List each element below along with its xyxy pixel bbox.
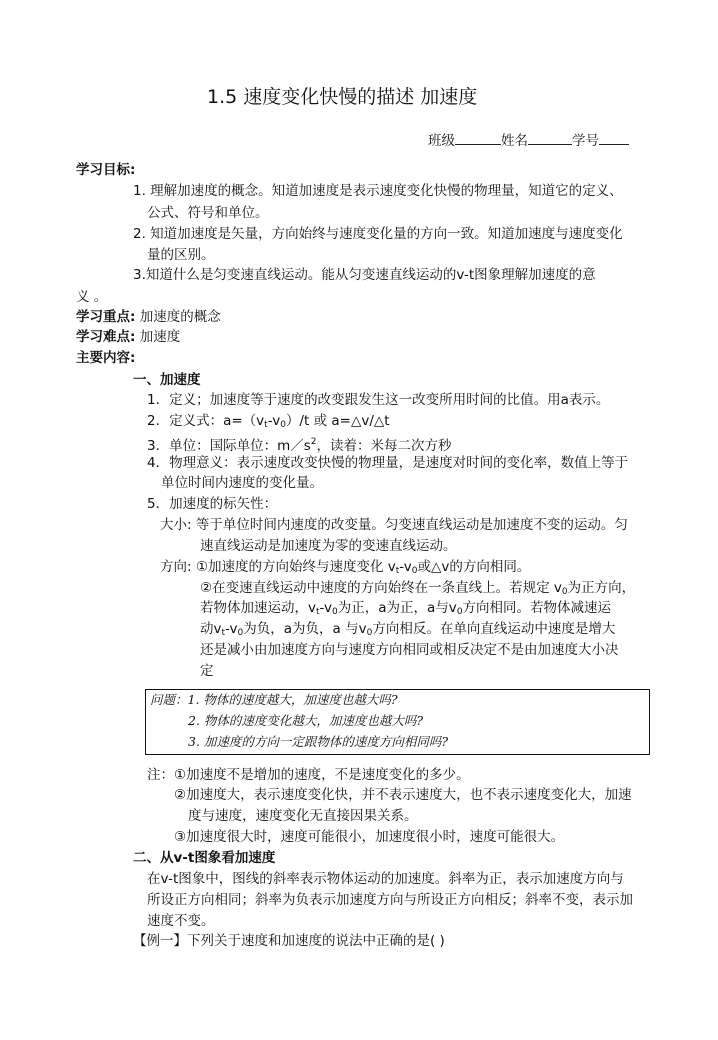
name-blank[interactable] [528,130,572,145]
question-3: 3. 加速度的方向一定跟物体的速度方向相同吗? [188,734,449,749]
example-1 [133,931,445,951]
goal-1-line-1: 1. 理解加速度的概念。知道加速度是表示速度变化快慢的物理量，知道它的定义、 [133,183,623,199]
student-info [428,130,629,151]
item-formula: 2．定义式：$a=(v_t-v_0)/t$ 或 a=△v/△t [147,413,390,430]
section-2-line-3: 速度不变。 [147,913,215,929]
example-label: 【例一】 [133,933,187,949]
goal-2-line-1: 2. 知道加速度是矢量，方向始终与速度变化量的方向一致。知道加速度与速度变化 [133,226,623,242]
direction-line-3: 若物体加速运动，$v_t-v_0$为正，a为正，a与$v_0$方向相同。若物体减速运 [200,600,612,617]
focus-label: 学习重点: [76,309,136,325]
section-2-heading: 二、从v-t图象看加速度 [133,850,276,866]
section-2-line-1: 在v-t图象中，图线的斜率表示物体运动的加速度。斜率为正，表示加速度方向与 [147,871,624,887]
name-label: 姓名 [501,133,528,149]
item-meaning-line-2: 单位时间内速度的变化量。 [161,475,323,491]
question-1: 问题：1. 物体的速度越大，加速度也越大吗? [150,692,398,707]
item-vector: 5．加速度的标矢性： [147,496,278,512]
direction-line-2: ②在变速直线运动中速度的方向始终在一条直线上。若规定 $v_0$为正方向， [200,580,636,597]
difficulty-label: 学习难点: [76,329,136,345]
magnitude-label: 大小: [160,517,192,533]
item-unit: 3．单位：国际单位：$m/s^2$，读着：米每二次方秒 [147,437,452,454]
magnitude-row: 大小: 等于单位时间内速度的改变量。匀变速直线运动是加速度不变的运动。匀 [160,517,628,533]
goal-1-line-2: 公式、符号和单位。 [147,205,269,221]
item-definition: 1．定义；加速度等于速度的改变跟发生这一改变所用时间的比值。用a表示。 [147,392,610,408]
section-1-heading: 一、加速度 [133,372,201,388]
main-heading: 主要内容: [76,350,136,366]
goal-3-line-2: 义 。 [76,289,108,305]
example-question: 下列关于速度和加速度的说法中正确的是( ) [187,933,445,949]
goal-3-line-1: 3.知道什么是匀变速直线运动。能从匀变速直线运动的v-t图象理解加速度的意 [133,267,596,283]
direction-label: 方向: [160,559,192,575]
focus-value: 加速度的概念 [139,309,221,325]
note-2-line-1: ②加速度大，表示速度变化快，并不表示速度大，也不表示速度变化大，加速 [174,787,632,803]
focus-row [76,307,221,327]
goals-heading: 学习目标: [76,162,136,178]
difficulty-row [76,327,180,347]
item-meaning-line-1: 4．物理意义：表示速度改变快慢的物理量，是速度对时间的变化率，数值上等于 [147,455,629,471]
direction-line-5: 还是减小由加速度方向与速度方向相同或相反决定不是由加速度大小决 [200,642,619,658]
direction-row: 方向: ①加速度的方向始终与速度变化 $v_t-v_0$或△v的方向相同。 [160,559,531,576]
direction-line-6: 定 [200,663,214,679]
id-blank[interactable] [599,130,629,145]
note-2-line-2: 度与速度，速度变化无直接因果关系。 [188,808,418,824]
id-label: 学号 [572,133,599,149]
class-blank[interactable] [455,130,501,145]
section-2-line-2: 所设正方向相同；斜率为负表示加速度方向与所设正方向相反；斜率不变，表示加 [147,892,633,908]
questions-label: 问题： [150,692,188,707]
page-title: 1.5 速度变化快慢的描述 加速度 [207,86,478,108]
direction-line-4: 动$v_t-v_0$为负，a为负，a 与$v_0$方向相反。在单向直线运动中速度是增大 [200,621,616,638]
question-2: 2. 物体的速度变化越大，加速度也越大吗? [188,713,424,728]
note-3: ③加速度很大时，速度可能很小，加速度很小时，速度可能很大。 [174,829,565,845]
goal-2-line-2: 量的区别。 [147,247,215,263]
class-label: 班级 [428,133,455,149]
note-1: 注：①加速度不是增加的速度，不是速度变化的多少。 [147,767,470,783]
difficulty-value: 加速度 [139,329,181,345]
magnitude-line-2: 速直线运动是加速度为零的变速直线运动。 [200,538,457,554]
